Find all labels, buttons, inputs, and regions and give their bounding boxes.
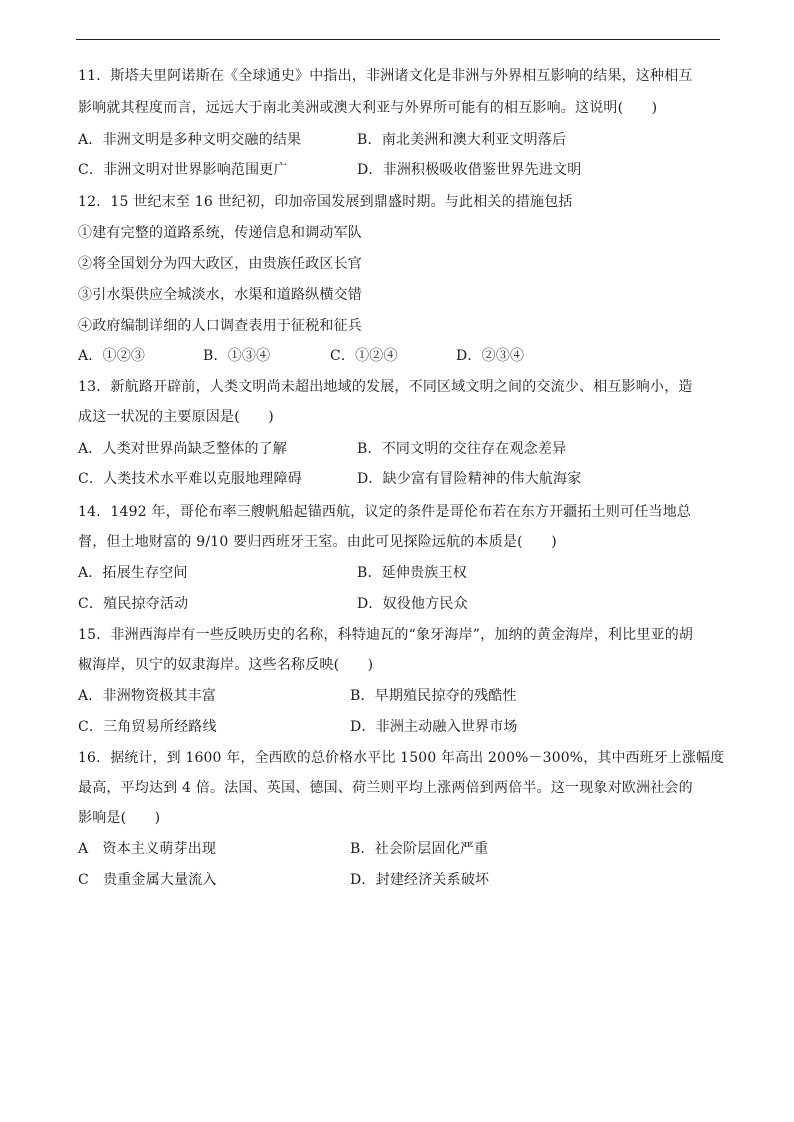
- q12-option-a: A．①②③: [78, 348, 146, 364]
- q16-option-b: B．社会阶层固化严重: [350, 841, 489, 857]
- q12-option-d: D．②③④: [456, 348, 525, 364]
- q12-item-4: ④政府编制详细的人口调查表用于征税和征兵: [78, 318, 362, 334]
- q12-option-b: B．①③④: [203, 348, 271, 364]
- q15-stem-line2: 椒海岸，贝宁的奴隶海岸。这些名称反映( ): [78, 657, 374, 673]
- q16-stem-line2: 最高，平均达到 4 倍。法国、英国、德国、荷兰则平均上涨两倍到两倍半。这一现象对欧洲社会的: [78, 780, 693, 796]
- q13-stem-line1: 13．新航路开辟前，人类文明尚未超出地域的发展，不同区域文明之间的交流少、相互影响小，造: [78, 379, 693, 395]
- q12-option-c: C．①②④: [330, 348, 398, 364]
- q13-stem-line2: 成这一状况的主要原因是( ): [78, 409, 274, 425]
- q16-option-c: C 贵重金属大量流入: [78, 872, 217, 888]
- q13-option-b: B．不同文明的交往存在观念差异: [357, 441, 567, 457]
- q15-option-c: C．三角贸易所经路线: [78, 719, 217, 735]
- q13-option-a: A．人类对世界尚缺乏整体的了解: [78, 441, 288, 457]
- q15-option-d: D．非洲主动融入世界市场: [350, 719, 518, 735]
- q11-stem-line1: 11．斯塔夫里阿诺斯在《全球通史》中指出，非洲诸文化是非洲与外界相互影响的结果，这种相互: [78, 68, 693, 84]
- q13-option-c: C．人类技术水平难以克服地理障碍: [78, 471, 302, 487]
- q11-option-d: D．非洲积极吸收借鉴世界先进文明: [357, 162, 582, 178]
- q11-option-c: C．非洲文明对世界影响范围更广: [78, 162, 288, 178]
- q14-option-c: C．殖民掠夺活动: [78, 596, 189, 612]
- q11-option-a: A．非洲文明是多种文明交融的结果: [78, 132, 302, 148]
- q12-item-2: ②将全国划分为四大政区，由贵族任政区长官: [78, 256, 362, 272]
- q16-stem-line3: 影响是( ): [78, 810, 161, 826]
- q15-option-b: B．早期殖民掠夺的残酷性: [350, 688, 517, 704]
- q14-option-b: B．延伸贵族王权: [357, 565, 467, 581]
- q16-option-a: A 资本主义萌芽出现: [78, 841, 217, 857]
- q12-item-3: ③引水渠供应全城淡水，水渠和道路纵横交错: [78, 287, 362, 303]
- q15-stem-line1: 15．非洲西海岸有一些反映历史的名称，科特迪瓦的“象牙海岸”，加纳的黄金海岸，利比里亚的胡: [78, 627, 694, 643]
- q11-stem-line2: 影响就其程度而言，远远大于南北美洲或澳大利亚与外界所可能有的相互影响。这说明( ): [78, 100, 658, 116]
- q14-stem-line1: 14．1492 年，哥伦布率三艘帆船起锚西航，议定的条件是哥伦布若在东方开疆拓土则可任当地总: [78, 504, 692, 520]
- q11-option-b: B．南北美洲和澳大利亚文明落后: [357, 132, 567, 148]
- q14-option-a: A．拓展生存空间: [78, 565, 188, 581]
- q14-stem-line2: 督，但土地财富的 9/10 要归西班牙王室。由此可见探险远航的本质是( ): [78, 534, 557, 550]
- q13-option-d: D．缺少富有冒险精神的伟大航海家: [357, 471, 582, 487]
- q15-option-a: A．非洲物资极其丰富: [78, 688, 217, 704]
- q16-option-d: D．封建经济关系破坏: [350, 872, 490, 888]
- q12-stem-line1: 12．15 世纪末至 16 世纪初，印加帝国发展到鼎盛时期。与此相关的措施包括: [78, 194, 573, 210]
- q16-stem-line1: 16．据统计，到 1600 年，全西欧的总价格水平比 1500 年高出 200%－300%，其中西班牙上涨幅度: [78, 750, 725, 766]
- q12-item-1: ①建有完整的道路系统，传递信息和调动军队: [78, 225, 362, 241]
- q14-option-d: D．奴役他方民众: [357, 596, 468, 612]
